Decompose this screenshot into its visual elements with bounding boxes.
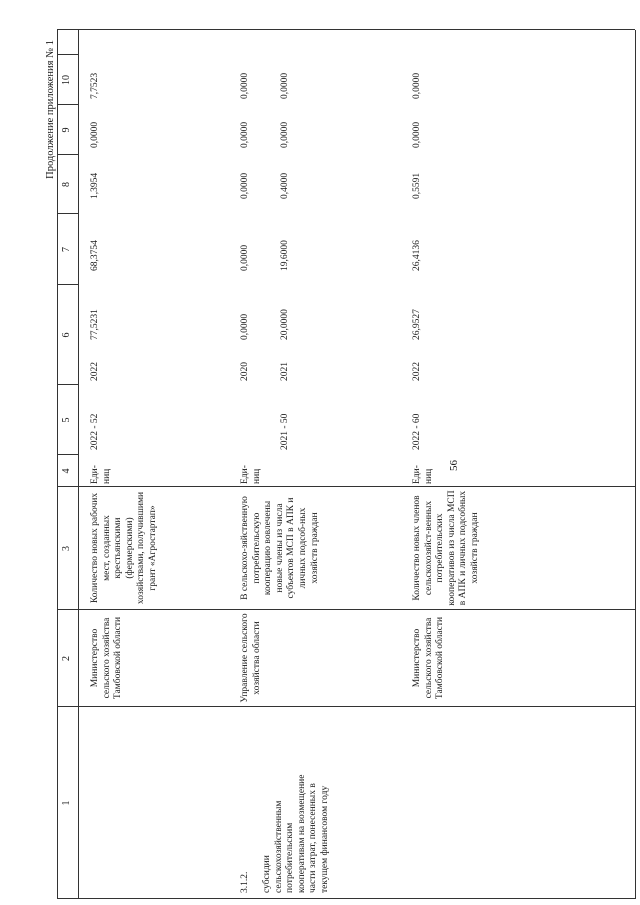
total-cell: 0,0000 [240,313,250,340]
col7-cell: 26,4136 [412,240,422,271]
header-bottom-border [78,30,79,899]
col9-cell: 0,0000 [412,121,422,148]
indicator-cell: Количество новых членов сельскохозяйст-венных потребительских кооперативов из числа МСП в АПК и личных подсобных хозяйств граждан [412,490,480,606]
col-header-3: 3 [61,546,72,551]
col10-cell: 0,0000 [412,72,422,99]
col8-cell: 0,5591 [412,172,422,199]
col-header-7: 7 [61,247,72,252]
col-header-9: 9 [61,127,72,133]
total-cell: 20,0000 [280,309,290,340]
year-cell: 2021 [280,362,290,381]
col-header-10: 10 [61,75,72,85]
indicator-cell: Количество новых рабочих мест, созданных крестьянскими (фермерскими) хозяйствами, получившими грант «Агростартап» [90,491,158,605]
col9-cell: 0,0000 [280,121,290,148]
responsible-cell: Министерство сельского хозяйства Тамбовской области [412,616,446,700]
col7-cell: 68,3754 [90,240,100,271]
col8-cell: 0,0000 [240,172,250,199]
responsible-cell: Управление сельского хозяйства области [240,613,262,703]
year-cell: 2022 [412,362,422,381]
target-cell: 2022 - 60 [412,413,422,450]
col9-cell: 0,0000 [240,121,250,148]
total-cell: 26,9527 [412,309,422,340]
col-header-1: 1 [61,800,72,806]
col-header-8: 8 [61,182,72,187]
col-line [57,29,635,30]
col-line [57,486,635,487]
col10-cell: 7,7523 [90,72,100,99]
col-header-2: 2 [61,656,72,661]
col-line [57,898,635,899]
total-cell: 77,5231 [90,309,100,340]
col8-cell: 0,4000 [280,172,290,199]
appendix-continuation-label: Продолжение приложения № 1 [45,40,56,179]
item-name: субсидии сельскохозяйственным потребительским кооперативам на возмещение части затрат, понесенных в текущем финансовом году [262,774,330,893]
col7-cell: 0,0000 [240,244,250,271]
target-cell: 2021 - 50 [280,413,290,450]
col-header-5: 5 [61,417,72,423]
page-number: 56 [448,460,460,471]
target-cell: 2022 - 52 [90,413,100,450]
col10-cell: 0,0000 [280,72,290,99]
indicator-cell: В сельскохо-зяйственную потребительскую кооперацию вовлечены новые члены из числа субъектов МСП в АПК и личных подсоб-ных хозяйств граждан [240,496,320,600]
year-cell: 2022 [90,362,100,381]
col-line [57,609,635,610]
item-code: 3.1.2. [240,871,250,893]
col7-cell: 19,6000 [280,240,290,271]
col-header-4: 4 [61,468,72,474]
table-top-border [57,30,58,899]
unit-cell: Еди-ниц [240,465,262,484]
unit-cell: Еди-ниц [90,465,112,484]
col10-cell: 0,0000 [240,72,250,99]
responsible-cell: Министерство сельского хозяйства Тамбовской области [90,616,124,700]
col-line [57,706,635,707]
col-header-6: 6 [61,332,72,338]
table-bottom-border [635,30,636,899]
col8-cell: 1,3954 [90,172,100,199]
unit-cell: Еди-ниц [412,465,434,484]
year-cell: 2020 [240,362,250,381]
col9-cell: 0,0000 [90,121,100,148]
